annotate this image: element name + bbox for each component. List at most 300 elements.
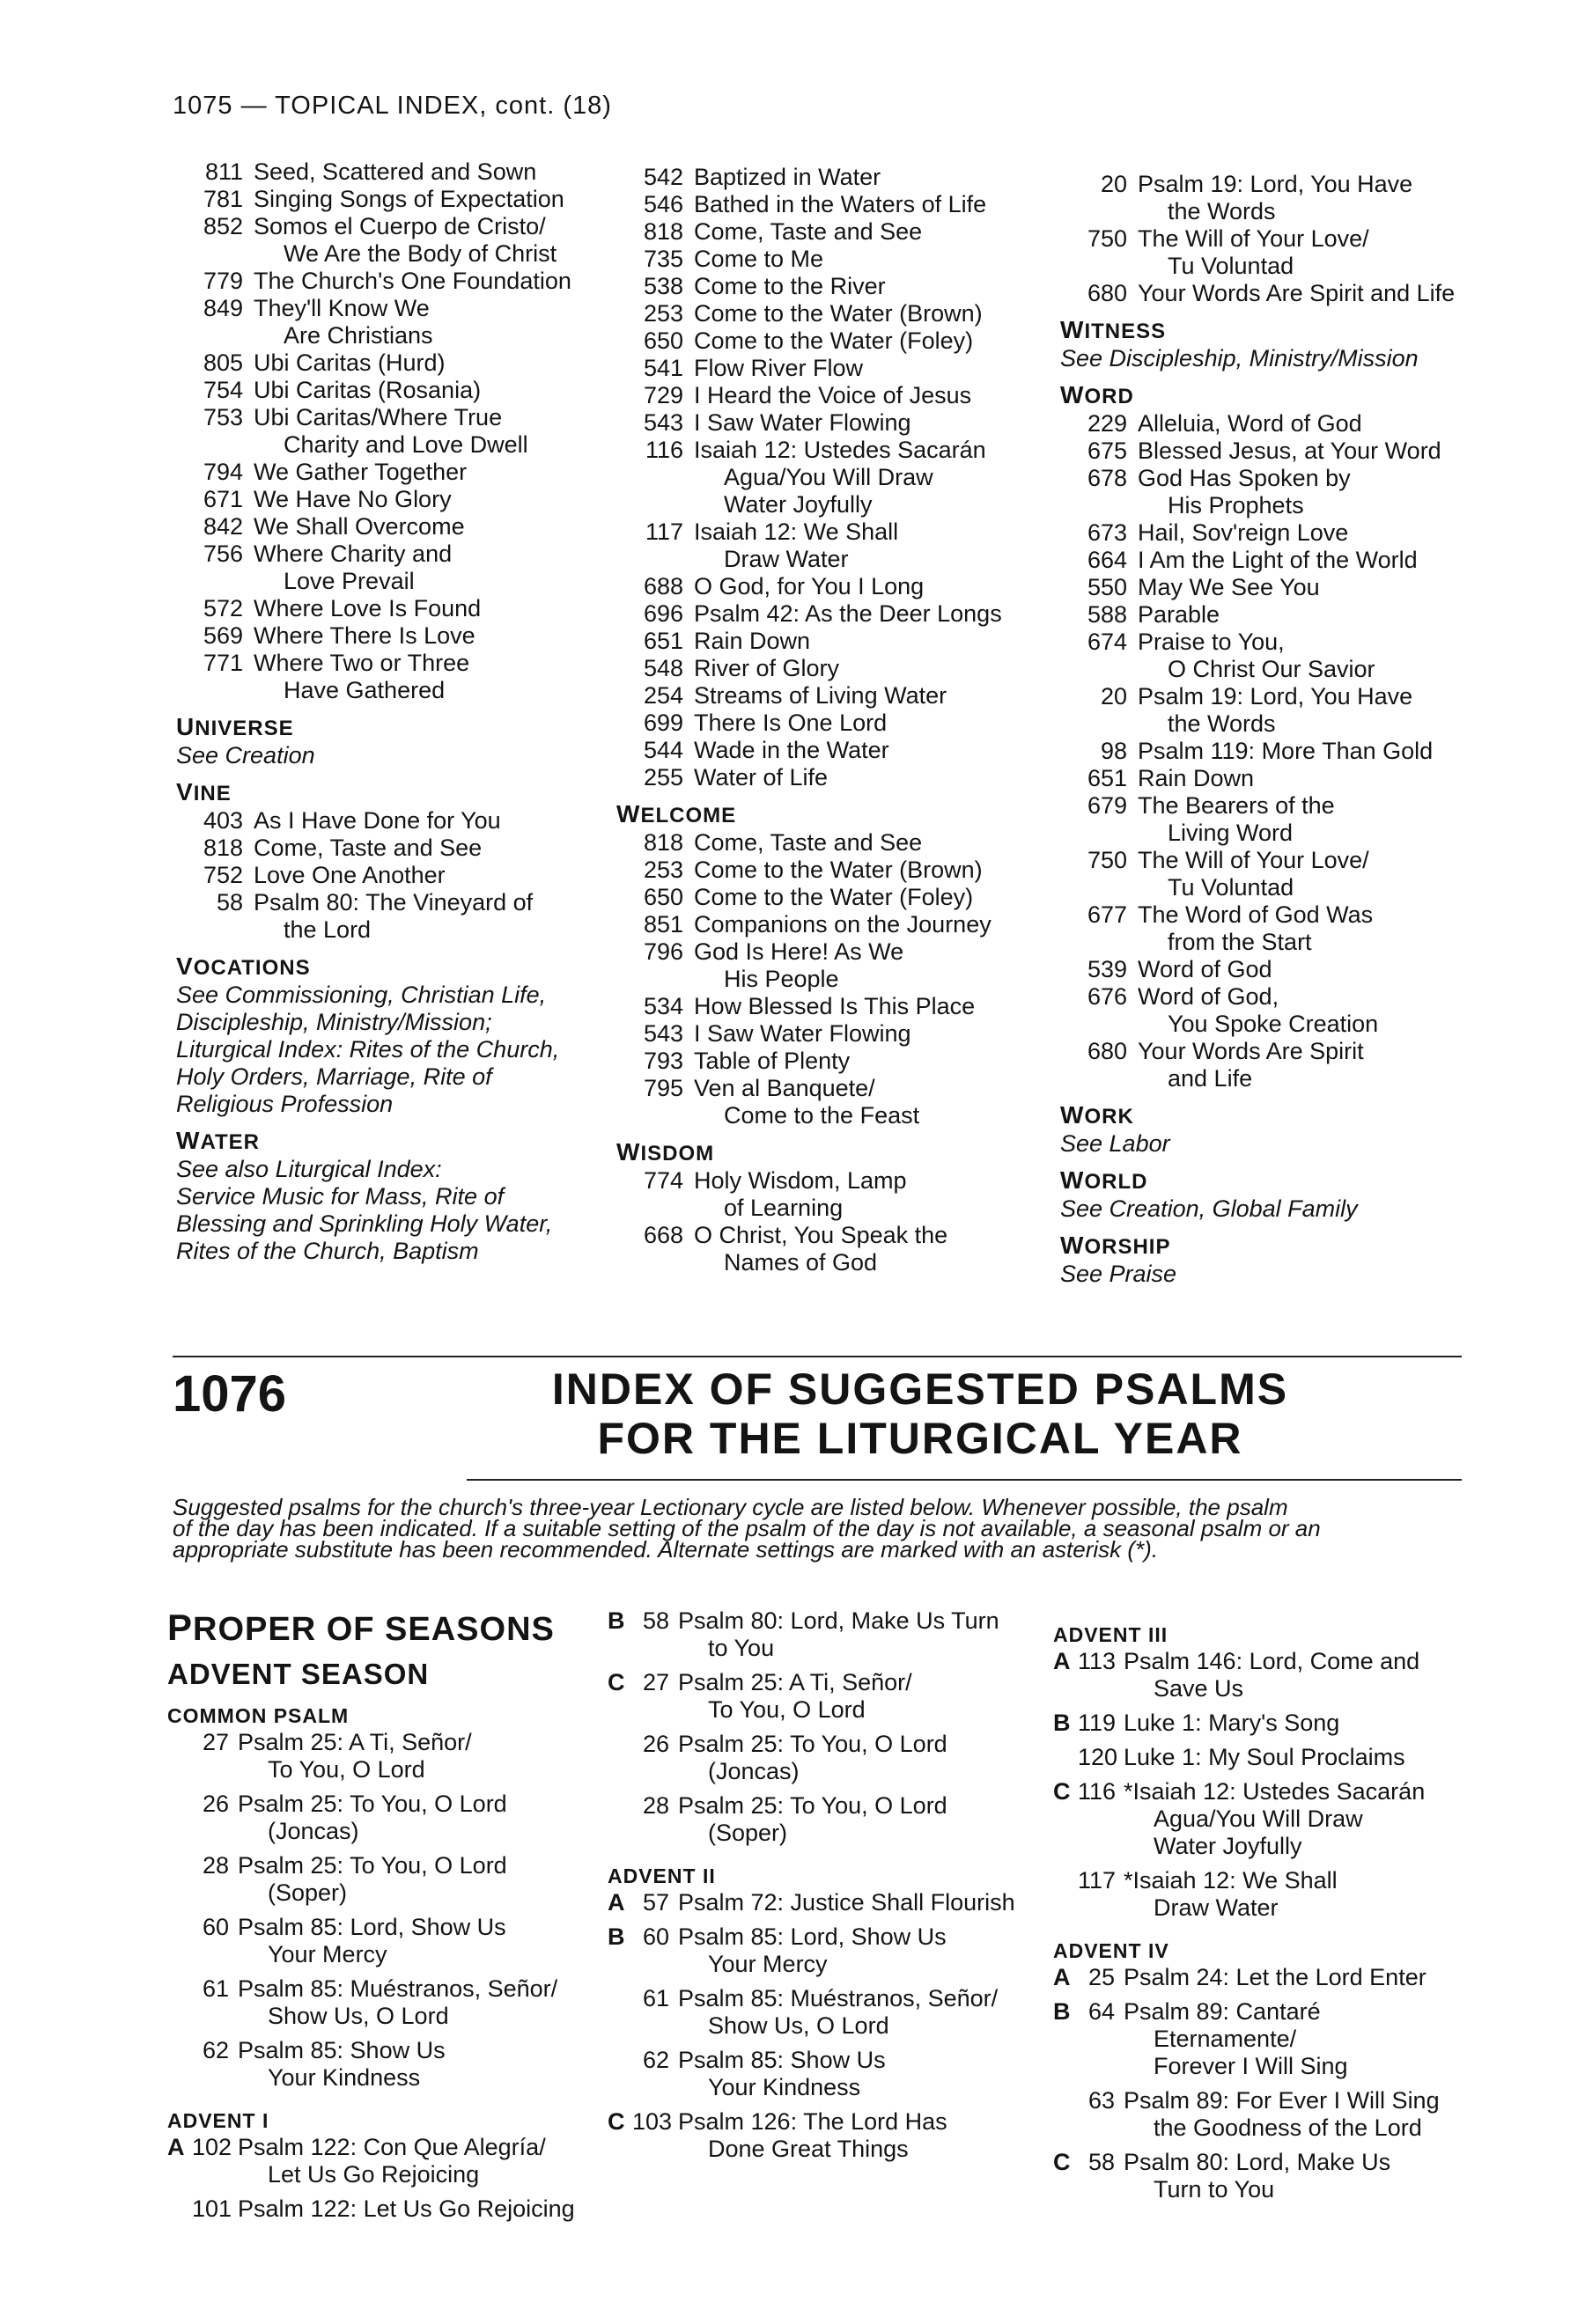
psalm-title xyxy=(238,1975,581,2030)
psalm-title-line: Your Mercy xyxy=(708,1951,828,1977)
hymn-title xyxy=(1138,438,1492,465)
hymn-number: 255 xyxy=(643,764,683,791)
hymn-title-line: The Will of Your Love/ xyxy=(1138,225,1369,252)
hymn-title xyxy=(1138,574,1492,601)
entry-spacer xyxy=(167,1783,581,1791)
hymn-number: 116 xyxy=(645,437,683,463)
psalm-title xyxy=(238,1729,581,1783)
hymn-title xyxy=(694,300,1057,327)
hymn-title-line: We Gather Together xyxy=(254,459,468,485)
hymn-title xyxy=(694,829,1057,857)
hymn-title-line: Psalm 80: The Vineyard of xyxy=(254,889,534,916)
hymn-title xyxy=(694,191,1057,218)
index-entry xyxy=(176,158,608,186)
section-top-rule xyxy=(173,1356,1462,1357)
hymn-number: 548 xyxy=(643,655,683,681)
psalm-title xyxy=(1124,1710,1485,1737)
hymn-number: 805 xyxy=(203,349,243,376)
hymn-title-line: the Lord xyxy=(284,916,372,943)
index-entry xyxy=(176,650,608,704)
psalm-title-line: Eternamente/ xyxy=(1154,2026,1297,2052)
hymn-number: 680 xyxy=(1087,1038,1127,1064)
psalm-title xyxy=(678,1923,1048,1978)
intro-paragraph xyxy=(173,1494,1458,1563)
hymn-number: 61 xyxy=(202,1975,229,2002)
index-entry xyxy=(616,300,1057,327)
hymn-title-line: Holy Wisdom, Lamp xyxy=(694,1167,907,1194)
psalm-entry xyxy=(167,2037,581,2092)
hymn-number: 119 xyxy=(1078,1710,1117,1736)
hymn-title-line: Alleluia, Word of God xyxy=(1138,410,1362,437)
psalm-title xyxy=(1124,1998,1485,2080)
psalm-entry xyxy=(608,1731,1048,1785)
hymn-title xyxy=(694,600,1057,628)
lectionary-year: A xyxy=(608,1889,625,1916)
hymn-title-line: Streams of Living Water xyxy=(694,682,947,709)
hymn-title-line: the Words xyxy=(1168,198,1276,224)
psalm-entry xyxy=(167,1914,581,1968)
lectionary-year xyxy=(167,1975,192,2030)
index-entry xyxy=(616,1075,1057,1129)
hymn-title-line: Love Prevail xyxy=(284,568,415,594)
hymn-number: 735 xyxy=(643,246,683,272)
hymn-title xyxy=(1138,410,1492,438)
entry-spacer xyxy=(1053,1860,1485,1867)
hymn-title xyxy=(254,459,608,486)
topic-heading: WORLD xyxy=(1060,1166,1148,1194)
psalm-title-line: (Soper) xyxy=(268,1879,348,1906)
topic-heading: WORK xyxy=(1060,1101,1134,1129)
hymn-number: 63 xyxy=(1087,2087,1115,2114)
hymn-title xyxy=(694,655,1057,682)
hymn-title-line: The Bearers of the xyxy=(1138,792,1335,819)
lectionary-year: A xyxy=(167,2134,185,2160)
hymn-number: 774 xyxy=(643,1167,683,1194)
intro-line: Suggested psalms for the church's three-year Lectionary cycle are listed below. Whenever possible, the psalm xyxy=(173,1494,1288,1520)
hymn-title xyxy=(694,737,1057,764)
index-entry xyxy=(616,655,1057,682)
hymn-title-line: Come, Taste and See xyxy=(694,218,923,245)
hymn-number: 651 xyxy=(1087,765,1127,791)
index-entry xyxy=(616,884,1057,911)
hymn-title xyxy=(254,268,608,295)
index-entry xyxy=(176,541,608,595)
psalm-title-line: (Soper) xyxy=(708,1820,788,1846)
hymn-title xyxy=(254,889,608,944)
index-entry xyxy=(1060,410,1492,438)
psalm-entry xyxy=(167,1852,581,1907)
index-entry xyxy=(1060,438,1492,465)
index-entry xyxy=(616,682,1057,710)
psalm-title xyxy=(678,1669,1048,1724)
entry-spacer xyxy=(1053,2080,1485,2087)
psalm-title-line: Turn to You xyxy=(1154,2176,1275,2203)
hymn-title-line: Your Words Are Spirit xyxy=(1138,1038,1364,1064)
hymn-title xyxy=(694,273,1057,300)
see-reference xyxy=(176,1156,608,1265)
see-reference-line: Holy Orders, Marriage, Rite of xyxy=(176,1063,492,1090)
hymn-title xyxy=(1138,983,1492,1038)
psalm-title-line: Your Kindness xyxy=(708,2074,861,2100)
psalm-title-line: Psalm 85: Muéstranos, Señor/ xyxy=(678,1985,999,2011)
hymn-number: 756 xyxy=(203,541,243,567)
entry-spacer xyxy=(1053,2142,1485,2149)
lectionary-year xyxy=(1053,1744,1078,1771)
lectionary-year xyxy=(167,1729,192,1783)
hymn-title xyxy=(1138,547,1492,574)
hymn-title-line: God Is Here! As We xyxy=(694,938,904,965)
index-entry xyxy=(1060,171,1492,225)
index-entry xyxy=(1060,983,1492,1038)
hymn-title xyxy=(254,404,608,459)
psalm-title-line: Psalm 85: Show Us xyxy=(238,2037,446,2063)
lectionary-year: A xyxy=(1053,1648,1071,1674)
index-entry xyxy=(1060,847,1492,901)
hymn-title-line: I Saw Water Flowing xyxy=(694,1020,911,1047)
hymn-title-line: Come to the Feast xyxy=(724,1102,920,1129)
lectionary-year: B xyxy=(608,1607,625,1634)
hymn-title xyxy=(254,295,608,349)
index-entry xyxy=(176,835,608,862)
index-entry xyxy=(1060,738,1492,765)
hymn-number: 61 xyxy=(642,1985,669,2011)
hymn-number: 811 xyxy=(204,158,243,185)
hymn-number: 544 xyxy=(643,737,683,763)
hymn-number: 253 xyxy=(643,300,683,327)
topic-heading: WORSHIP xyxy=(1060,1232,1171,1259)
hymn-title xyxy=(694,1167,1057,1222)
hymn-number: 550 xyxy=(1087,574,1127,600)
hymn-number: 62 xyxy=(642,2047,669,2073)
hymn-number: 650 xyxy=(643,327,683,354)
psalm-title-line: (Joncas) xyxy=(268,1818,359,1844)
hymn-number: 20 xyxy=(1100,171,1127,197)
hymn-title xyxy=(1138,901,1492,956)
hymn-number: 253 xyxy=(643,857,683,883)
index-entry xyxy=(616,437,1057,518)
psalm-title xyxy=(678,1607,1048,1662)
hymn-title xyxy=(1138,765,1492,792)
hymn-title-line: O God, for You I Long xyxy=(694,573,925,599)
see-reference-line: See Commissioning, Christian Life, xyxy=(176,982,547,1008)
psalm-title xyxy=(238,1791,581,1845)
psalm-entry xyxy=(167,2134,581,2188)
index-entry xyxy=(1060,519,1492,547)
hymn-title xyxy=(694,382,1057,409)
psalm-title-line: Done Great Things xyxy=(708,2136,909,2162)
lectionary-year: C xyxy=(608,2108,625,2135)
psalm-entry xyxy=(608,1923,1048,1978)
index-entry xyxy=(1060,574,1492,601)
hymn-title-line: Your Words Are Spirit and Life xyxy=(1138,280,1456,306)
index-entry xyxy=(1060,225,1492,280)
index-entry xyxy=(616,764,1057,791)
hymn-title xyxy=(1138,683,1492,738)
psalm-title xyxy=(1124,1744,1485,1771)
index-entry xyxy=(616,1048,1057,1075)
see-reference-line: See Praise xyxy=(1060,1261,1177,1287)
hymn-title-line: We Have No Glory xyxy=(254,486,452,512)
index-entry xyxy=(616,829,1057,857)
see-reference xyxy=(1060,1261,1492,1288)
hymn-title-line: Psalm 19: Lord, You Have xyxy=(1138,683,1413,710)
hymn-title xyxy=(694,164,1057,191)
entry-spacer xyxy=(167,1968,581,1975)
hymn-title-line: Where Two or Three xyxy=(254,650,470,676)
hymn-title-line: How Blessed Is This Place xyxy=(694,993,976,1019)
index-entry xyxy=(176,595,608,622)
psalm-title-line: (Joncas) xyxy=(708,1758,800,1784)
psalm-title xyxy=(678,1985,1048,2040)
psalm-title-line: Forever I Will Sing xyxy=(1154,2053,1348,2079)
lectionary-year: C xyxy=(1053,2149,1071,2175)
topical-index-column-2 xyxy=(616,164,1057,1276)
hymn-number: 779 xyxy=(203,268,243,294)
psalm-title-line: Psalm 85: Show Us xyxy=(678,2047,886,2073)
hymn-title-line: Come to the Water (Foley) xyxy=(694,327,974,354)
hymn-title xyxy=(254,622,608,650)
hymn-number: 116 xyxy=(1078,1778,1117,1805)
index-entry xyxy=(616,600,1057,628)
hymn-title-line: Somos el Cuerpo de Cristo/ xyxy=(254,213,546,239)
index-entry xyxy=(176,349,608,377)
hymn-title xyxy=(1138,847,1492,901)
running-head: 1075 — TOPICAL INDEX, cont. (18) xyxy=(173,92,612,120)
hymn-number: 538 xyxy=(643,273,683,299)
hymn-title-line: I Am the Light of the World xyxy=(1138,547,1418,573)
lectionary-year xyxy=(167,2195,192,2223)
hymn-number: 673 xyxy=(1087,519,1127,546)
hymn-number: 678 xyxy=(1087,465,1127,491)
lectionary-year: C xyxy=(608,1669,625,1695)
hymn-title xyxy=(254,377,608,404)
intro-line: of the day has been indicated. If a suitable setting of the psalm of the day is not available, a seasonal psalm or an xyxy=(173,1515,1321,1541)
psalm-title-line: Luke 1: Mary's Song xyxy=(1124,1710,1340,1736)
hymn-title xyxy=(694,764,1057,791)
topic-heading: WELCOME xyxy=(616,800,737,827)
hymn-number: 20 xyxy=(1100,683,1127,710)
psalm-title xyxy=(238,2134,581,2188)
index-entry xyxy=(1060,683,1492,738)
hymn-number: 699 xyxy=(643,710,683,736)
hymn-title xyxy=(254,486,608,513)
hymn-title xyxy=(694,518,1057,573)
hymn-number: 60 xyxy=(202,1914,229,1940)
index-entry xyxy=(616,273,1057,300)
hymn-number: 668 xyxy=(643,1222,683,1248)
index-entry xyxy=(176,268,608,295)
index-entry xyxy=(616,518,1057,573)
psalm-title-line: Agua/You Will Draw xyxy=(1154,1806,1363,1832)
hymn-number: 852 xyxy=(203,213,243,239)
lectionary-year xyxy=(167,1914,192,1968)
psalm-title xyxy=(1124,2087,1485,2142)
hymn-title-line: Come to Me xyxy=(694,246,824,272)
entry-spacer xyxy=(167,2092,581,2099)
entry-spacer xyxy=(608,1662,1048,1669)
psalm-title xyxy=(678,1889,1048,1916)
psalm-title-line: Psalm 122: Let Us Go Rejoicing xyxy=(238,2195,575,2222)
see-reference-line: Discipleship, Ministry/Mission; xyxy=(176,1009,492,1035)
hymn-title-line: Ubi Caritas/Where True xyxy=(254,404,503,430)
hymn-title-line: Come to the River xyxy=(694,273,886,299)
entry-spacer xyxy=(1053,1922,1485,1929)
hymn-title-line: You Spoke Creation xyxy=(1168,1011,1379,1037)
index-entry xyxy=(1060,956,1492,983)
hymn-title-line: Ubi Caritas (Hurd) xyxy=(254,349,446,376)
psalm-title-line: Psalm 126: The Lord Has xyxy=(678,2108,947,2135)
entry-spacer xyxy=(608,1978,1048,1985)
index-entry xyxy=(176,295,608,349)
topic-heading: UNIVERSE xyxy=(176,713,294,740)
hymn-number: 729 xyxy=(643,382,683,408)
hymn-title-line: Isaiah 12: Ustedes Sacarán xyxy=(694,437,986,463)
psalm-entry xyxy=(1053,1710,1485,1737)
hymn-title xyxy=(254,349,608,377)
hymn-title xyxy=(694,409,1057,437)
hymn-number: 849 xyxy=(203,295,243,321)
hymn-title-line: Come, Taste and See xyxy=(694,829,923,856)
psalm-title xyxy=(678,1731,1048,1785)
index-entry xyxy=(616,993,1057,1020)
hymn-title-line: Tu Voluntad xyxy=(1168,253,1294,279)
hymn-title xyxy=(1138,1038,1492,1092)
sunday-heading: ADVENT IV xyxy=(1053,1939,1169,1962)
psalm-title xyxy=(1124,1964,1485,1991)
hymn-title-line: River of Glory xyxy=(694,655,840,681)
hymn-title-line: Wade in the Water xyxy=(694,737,889,763)
psalm-title-line: To You, O Lord xyxy=(708,1696,866,1723)
index-entry xyxy=(616,382,1057,409)
see-reference xyxy=(1060,1195,1492,1223)
hymn-title xyxy=(694,884,1057,911)
psalm-title-line: Psalm 85: Lord, Show Us xyxy=(238,1914,506,1940)
hymn-title-line: Come to the Water (Brown) xyxy=(694,300,983,327)
intro-line: appropriate substitute has been recommended. Alternate settings are marked with an asterisk (*). xyxy=(173,1536,1159,1563)
hymn-title-line: God Has Spoken by xyxy=(1138,465,1351,491)
sunday-heading: ADVENT III xyxy=(1053,1623,1168,1646)
index-entry xyxy=(176,459,608,486)
index-entry xyxy=(616,737,1057,764)
hymn-title xyxy=(694,1222,1057,1276)
psalm-entry xyxy=(1053,2087,1485,2142)
hymn-number: 26 xyxy=(642,1731,669,1757)
psalm-entry xyxy=(167,1975,581,2030)
hymn-title xyxy=(254,513,608,541)
hymn-number: 543 xyxy=(643,1020,683,1047)
hymn-title xyxy=(694,246,1057,273)
hymn-title-line: Come to the Water (Brown) xyxy=(694,857,983,883)
hymn-number: 572 xyxy=(203,595,243,621)
hymn-title xyxy=(1138,792,1492,847)
hymn-number: 650 xyxy=(643,884,683,910)
part-heading: PROPER OF SEASONS xyxy=(167,1607,555,1648)
hymn-title-line: and Life xyxy=(1168,1065,1253,1092)
hymn-number: 25 xyxy=(1087,1964,1115,1990)
see-reference-line: Service Music for Mass, Rite of xyxy=(176,1183,505,1210)
hymn-title xyxy=(254,650,608,704)
hymn-number: 102 xyxy=(192,2134,232,2160)
psalm-entry xyxy=(1053,1998,1485,2080)
hymn-number: 534 xyxy=(643,993,683,1019)
hymn-title xyxy=(254,862,608,889)
hymn-title-line: Charity and Love Dwell xyxy=(284,431,528,458)
hymn-number: 851 xyxy=(643,911,683,938)
see-reference-line: Religious Profession xyxy=(176,1091,394,1117)
psalm-entry xyxy=(608,1607,1048,1662)
index-entry xyxy=(616,191,1057,218)
psalm-title-line: Your Kindness xyxy=(268,2064,421,2091)
hymn-title-line: Baptized in Water xyxy=(694,164,881,190)
psalm-title xyxy=(238,2195,581,2223)
hymn-number: 64 xyxy=(1087,1998,1115,2025)
hymn-number: 674 xyxy=(1087,629,1127,655)
hymn-title xyxy=(1138,171,1492,225)
psalm-title-line: to You xyxy=(708,1635,775,1661)
hymn-title-line: Agua/You Will Draw xyxy=(724,464,933,490)
hymn-number: 58 xyxy=(216,889,243,916)
hymn-number: 818 xyxy=(643,218,683,245)
hymn-number: 27 xyxy=(202,1729,229,1755)
see-reference xyxy=(176,982,608,1118)
psalm-title xyxy=(1124,2149,1485,2203)
entry-spacer xyxy=(1053,1737,1485,1744)
psalm-index-column-1 xyxy=(167,1607,581,2223)
hymn-title-line: Parable xyxy=(1138,601,1220,628)
hymn-title-line: We Are the Body of Christ xyxy=(284,240,557,267)
entry-spacer xyxy=(608,1724,1048,1731)
topical-index-column-1 xyxy=(176,158,608,1265)
hymn-title-line: I Heard the Voice of Jesus xyxy=(694,382,972,408)
index-entry xyxy=(616,857,1057,884)
hymn-title-line: Are Christians xyxy=(284,322,433,349)
psalm-title-line: Water Joyfully xyxy=(1154,1833,1302,1859)
psalm-title xyxy=(238,1852,581,1907)
hymn-title-line: Seed, Scattered and Sown xyxy=(254,158,537,185)
hymn-number: 664 xyxy=(1087,547,1127,573)
psalm-title-line: Psalm 24: Let the Lord Enter xyxy=(1124,1964,1426,1990)
lectionary-year xyxy=(608,1985,632,2040)
index-entry xyxy=(616,355,1057,382)
topical-index-column-3 xyxy=(1060,171,1492,1288)
hymn-title-line: Psalm 19: Lord, You Have xyxy=(1138,171,1413,197)
hymn-title xyxy=(1138,519,1492,547)
hymn-title xyxy=(254,186,608,213)
index-entry xyxy=(176,186,608,213)
psalm-title-line: Psalm 72: Justice Shall Flourish xyxy=(678,1889,1015,1916)
hymn-title-line: His Prophets xyxy=(1168,492,1304,518)
lectionary-year: B xyxy=(608,1923,625,1950)
hymn-number: 543 xyxy=(643,409,683,436)
hymn-number: 569 xyxy=(203,622,243,649)
entry-spacer xyxy=(167,1907,581,1914)
hymn-number: 28 xyxy=(202,1852,229,1879)
hymn-title-line: Rain Down xyxy=(1138,765,1255,791)
section-title-line-1: INDEX OF SUGGESTED PSALMS xyxy=(551,1364,1289,1414)
hymn-title-line: Praise to You, xyxy=(1138,629,1285,655)
hymn-title-line: Water Joyfully xyxy=(724,491,873,518)
section-title xyxy=(467,1364,1374,1463)
hymn-number: 26 xyxy=(202,1791,229,1817)
hymn-title-line: Where Love Is Found xyxy=(254,595,482,621)
lectionary-year xyxy=(1053,2087,1078,2142)
see-reference-line: See Discipleship, Ministry/Mission xyxy=(1060,345,1419,371)
hymn-title-line: Table of Plenty xyxy=(694,1048,851,1074)
psalm-title-line: Psalm 25: A Ti, Señor/ xyxy=(678,1669,912,1695)
lectionary-year xyxy=(167,1791,192,1845)
entry-spacer xyxy=(1053,1703,1485,1710)
psalm-entry xyxy=(608,1792,1048,1847)
